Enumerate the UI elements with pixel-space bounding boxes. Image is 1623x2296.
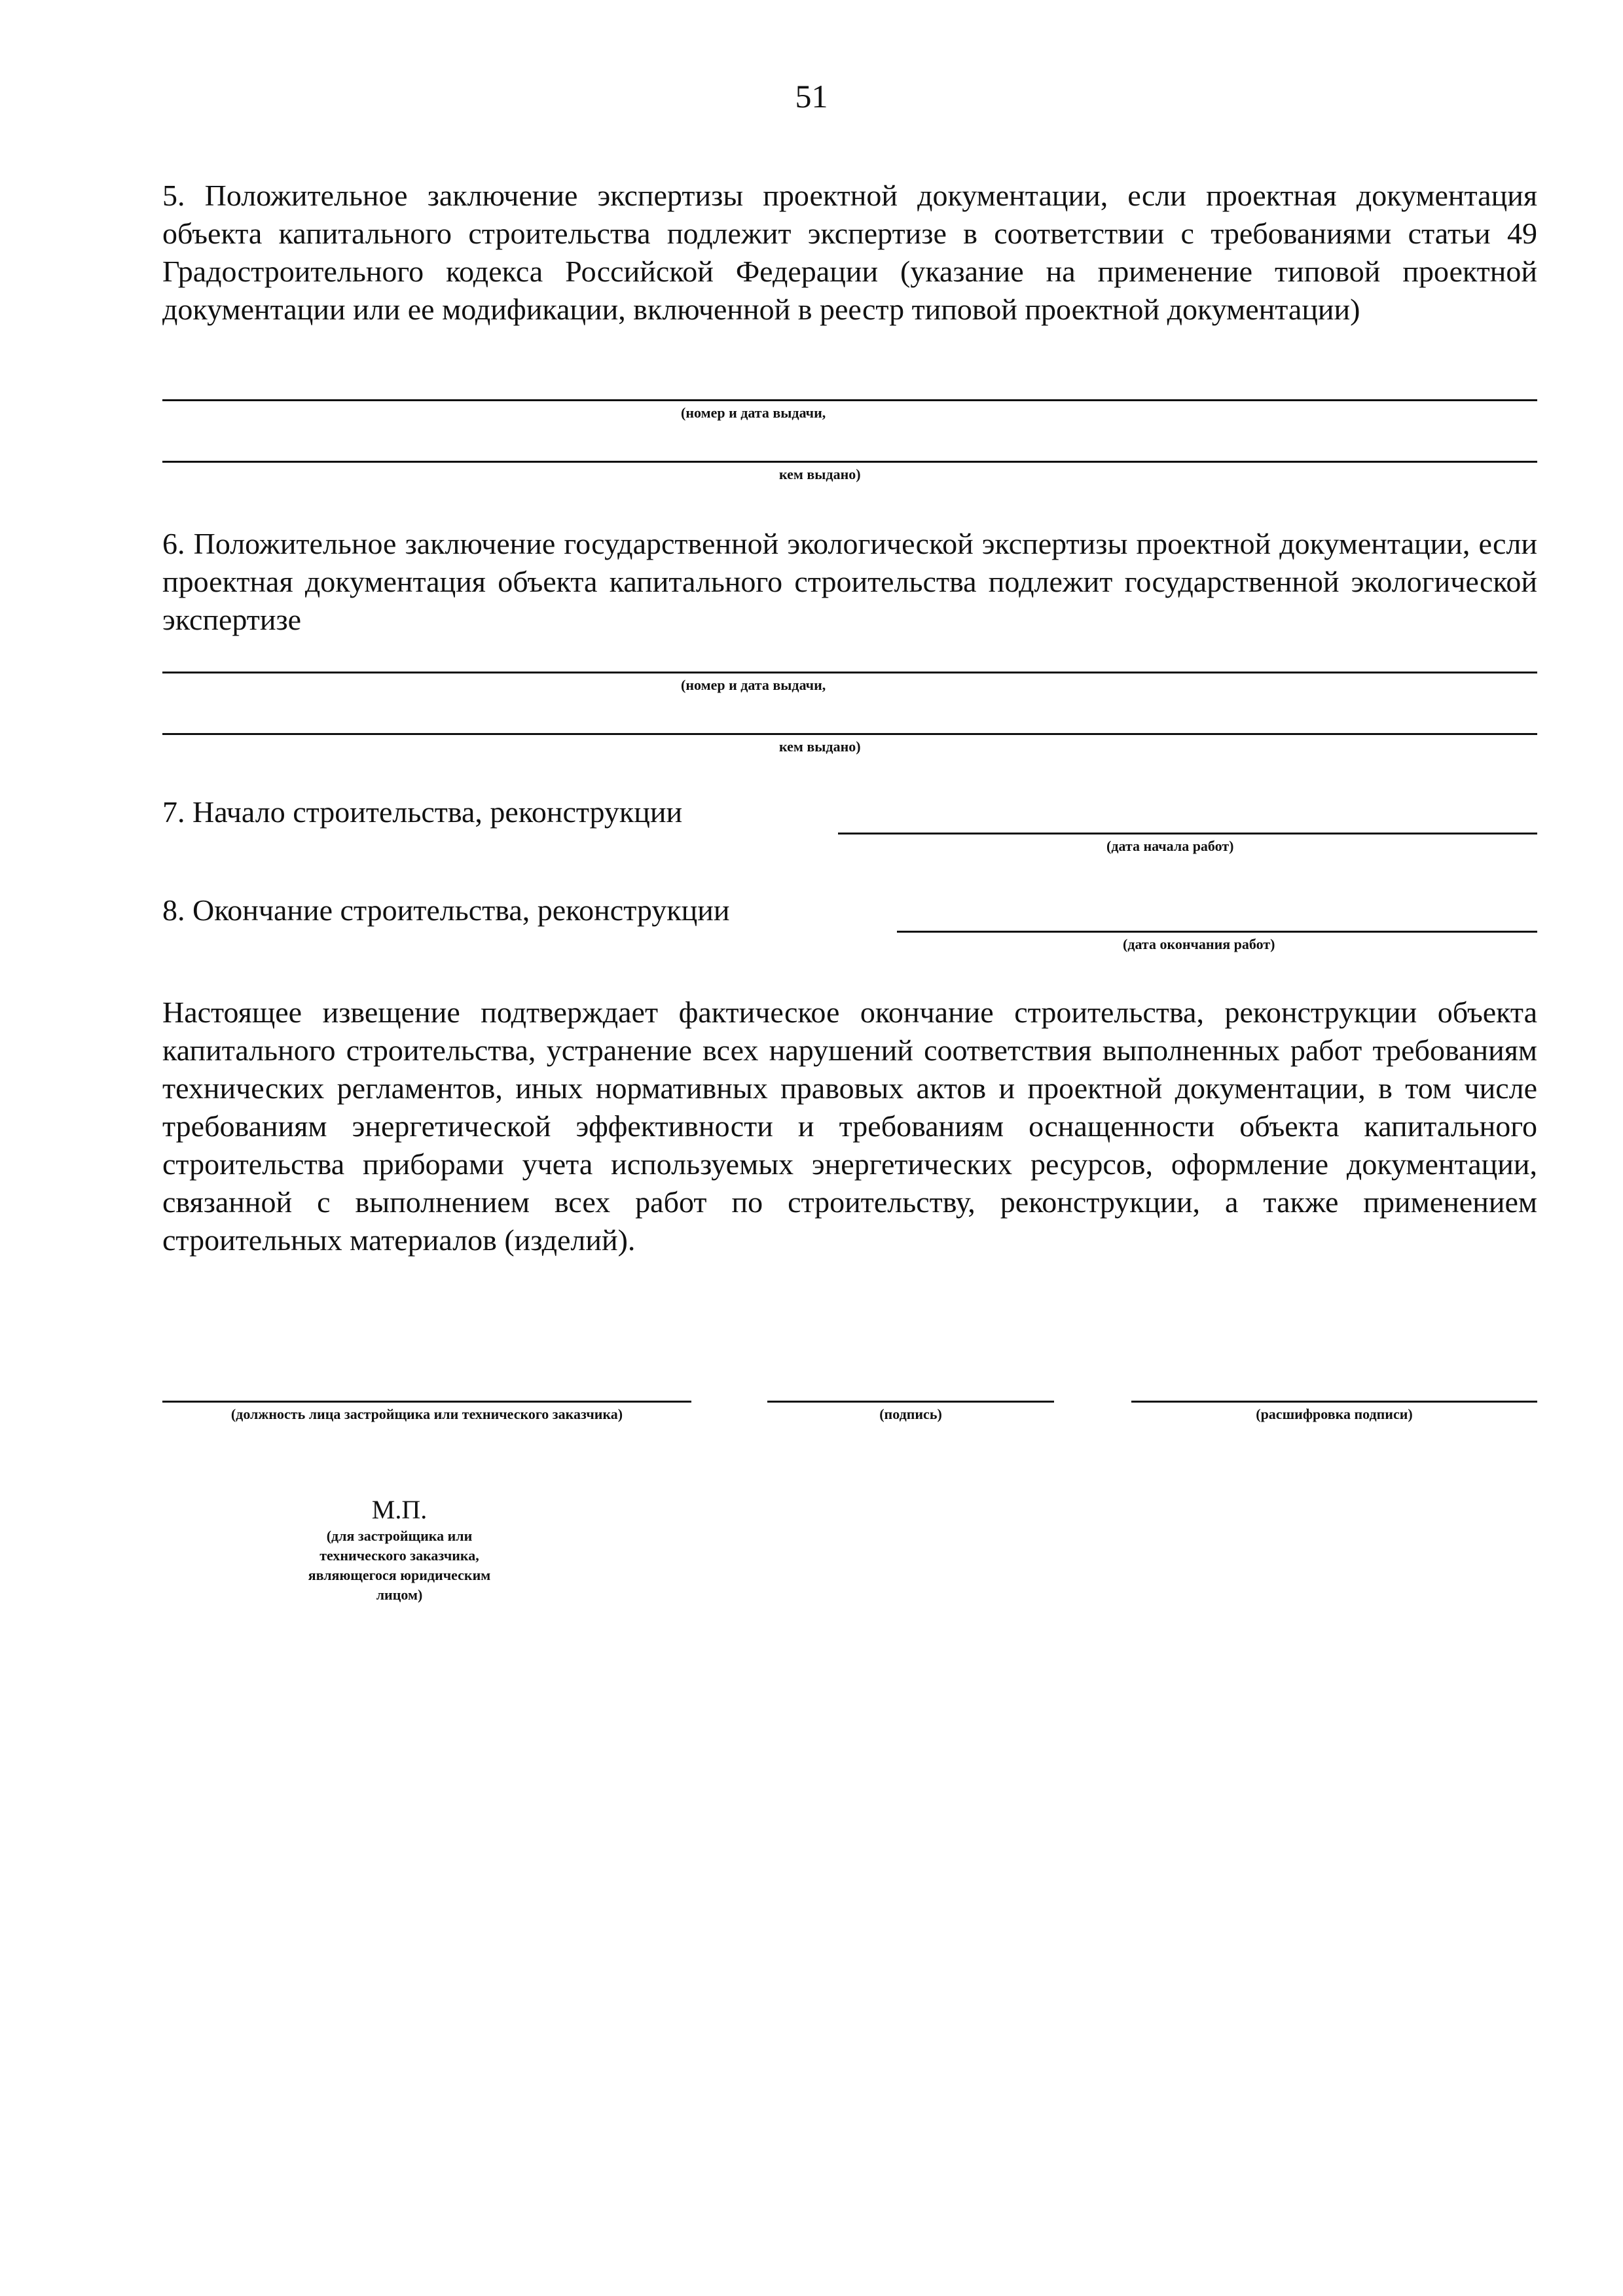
section-6-number-date-field[interactable] bbox=[162, 672, 1537, 673]
signature-decode-caption: (расшифровка подписи) bbox=[1256, 1406, 1413, 1422]
stamp-note-line-2: технического заказчика, bbox=[319, 1547, 479, 1564]
stamp-note-line-4: лицом) bbox=[376, 1587, 423, 1603]
notice-text: Настоящее извещение подтверждает фактическое окончание строительства, реконструкции объекта капитального строительства, устранение всех нарушений соответствия выполненных работ требованиям технических регламентов, иных нормативных правовых актов и проектной документации, в том числе требованиям энергетической эффективности и требованиям оснащенности объекта капитального строительства приборами учета используемых энергетических ресурсов, оформление документации, связанной с выполнением всех работ по строительству, реконструкции, а также применением строительных материалов (изделий). bbox=[162, 996, 1537, 1257]
section-5-issuer-field[interactable] bbox=[162, 461, 1537, 463]
section-8-label: 8. Окончание строительства, реконструкции bbox=[162, 893, 730, 927]
stamp-note-line-1: (для застройщика или bbox=[326, 1528, 473, 1544]
section-6-caption-number-date: (номер и дата выдачи, bbox=[681, 677, 826, 693]
section-7-caption: (дата начала работ) bbox=[1106, 838, 1234, 854]
signature-caption: (подпись) bbox=[879, 1406, 942, 1422]
section-5-text: 5. Положительное заключение экспертизы проектной документации, если проектная документация объекта капитального строительства подлежит экспертизе в соответствии с требованиями статьи 49 Градостроительного кодекса Российской Федерации (указание на применение типовой проектной документации или ее модификации, включенной в реестр типовой проектной документации) bbox=[162, 179, 1537, 326]
section-6-issuer-field[interactable] bbox=[162, 733, 1537, 735]
signature-decode-field[interactable] bbox=[1131, 1401, 1537, 1403]
section-8-caption: (дата окончания работ) bbox=[1123, 936, 1275, 952]
signature-field[interactable] bbox=[767, 1401, 1054, 1403]
stamp-title: М.П. bbox=[371, 1495, 428, 1524]
section-7-label: 7. Начало строительства, реконструкции bbox=[162, 795, 683, 829]
start-date-field[interactable] bbox=[838, 833, 1537, 834]
page-number: 51 bbox=[795, 78, 828, 115]
section-5-caption-number-date: (номер и дата выдачи, bbox=[681, 404, 826, 421]
section-5-number-date-field[interactable] bbox=[162, 399, 1537, 401]
section-6-text: 6. Положительное заключение государственной экологической экспертизы проектной документации, если проектная документация объекта капитального строительства подлежит государственной экологической экспертизе bbox=[162, 527, 1537, 636]
section-5-caption-issuer: кем выдано) bbox=[779, 466, 861, 482]
position-field[interactable] bbox=[162, 1401, 691, 1403]
end-date-field[interactable] bbox=[897, 931, 1537, 933]
section-6-caption-issuer: кем выдано) bbox=[779, 738, 861, 755]
stamp-note-line-3: являющегося юридическим bbox=[308, 1567, 491, 1583]
position-caption: (должность лица застройщика или технического заказчика) bbox=[230, 1406, 623, 1422]
stamp-block bbox=[301, 1494, 498, 1605]
